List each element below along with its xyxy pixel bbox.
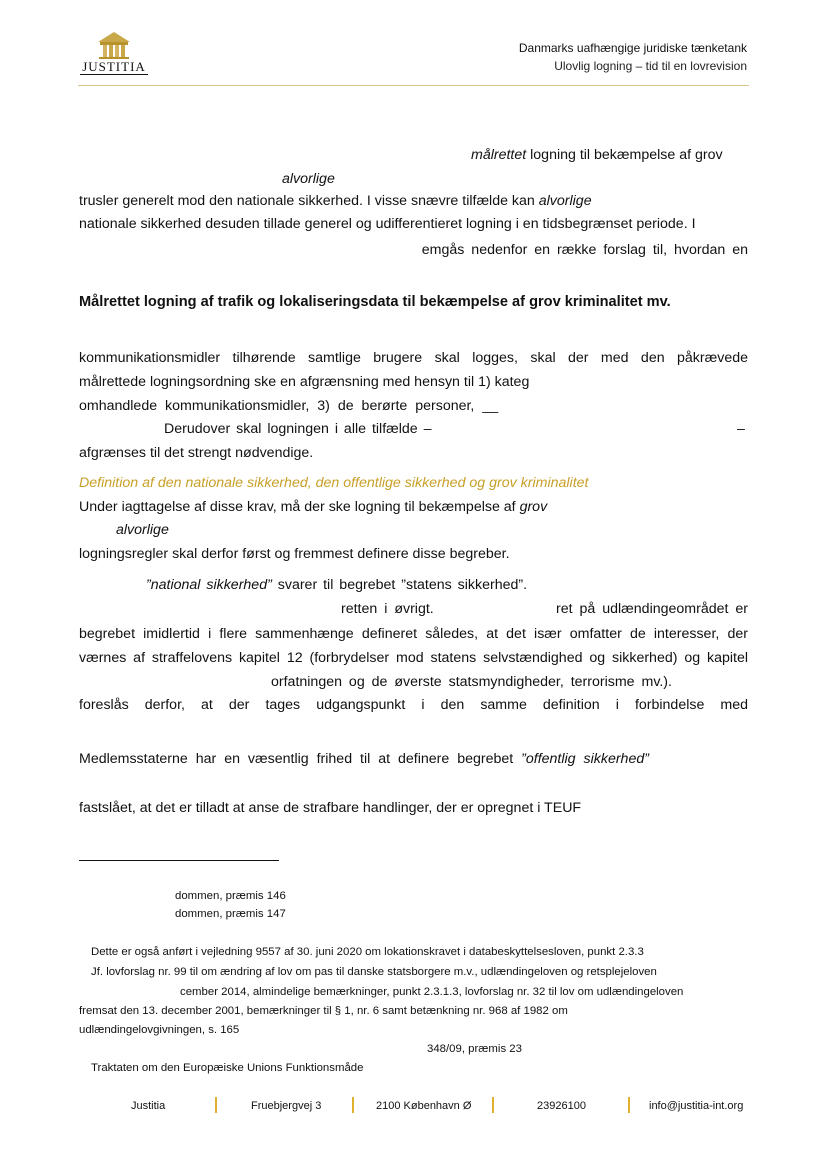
- body-line: omhandlede kommunikationsmidler, 3) de berørte personer, __: [79, 398, 499, 414]
- footer-name: Justitia: [131, 1100, 166, 1112]
- footnote: udlændingelovgivningen, s. 165: [79, 1024, 240, 1036]
- header-org: Danmarks uafhængige juridiske tænketank: [518, 41, 747, 55]
- footnote-rule: [79, 860, 279, 861]
- footnote: Jf. lovforslag nr. 99 til om ændring af lov om pas til danske statsborgere m.v., udlændingeloven og retsplejeloven: [91, 966, 657, 978]
- footnote: dommen, præmis 147: [175, 908, 286, 920]
- body-line: nationale sikkerhed desuden tillade generel og udifferentieret logning i en tidsbegrænset periode. I: [79, 216, 696, 232]
- body-line: [282, 171, 335, 187]
- footer-separator: [628, 1097, 630, 1113]
- header-rule: [78, 85, 749, 86]
- body-line: [471, 147, 723, 163]
- footer-separator: [492, 1097, 494, 1113]
- emphasis-text: ”offentlig sikkerhed”: [521, 751, 649, 767]
- body-line: foreslås derfor, at der tages udgangspunkt i den samme definition i forbindelse med: [79, 697, 748, 713]
- body-text: logning til bekæmpelse af grov: [526, 147, 723, 163]
- emphasis-text: grov: [519, 499, 548, 515]
- footnote: 348/09, præmis 23: [427, 1043, 522, 1055]
- body-text: svarer til begrebet ”statens sikkerhed”.: [271, 577, 528, 593]
- body-line: logningsregler skal derfor først og fremmest definere disse begreber.: [79, 546, 510, 562]
- footnote: fremsat den 13. december 2001, bemærkninger til § 1, nr. 6 samt betænkning nr. 968 af 1982 om: [79, 1005, 568, 1017]
- body-text: Under iagttagelse af disse krav, må der ske logning til bekæmpelse af: [79, 499, 520, 515]
- body-line: [116, 522, 169, 538]
- body-line: begrebet imidlertid i flere sammenhænge defineret således, at det især omfatter de interesser, der: [79, 626, 748, 642]
- body-line: målrettede logningsordning ske en afgrænsning med hensyn til 1) kateg: [79, 374, 530, 390]
- logo-underline: [80, 74, 148, 75]
- footer-email[interactable]: info@justitia-int.org: [649, 1100, 744, 1112]
- body-line: emgås nedenfor en række forslag til, hvordan en: [421, 242, 748, 258]
- justitia-logo: [78, 30, 150, 76]
- building-logo-icon: [78, 30, 150, 60]
- body-line: fastslået, at det er tilladt at anse de strafbare handlinger, der er opregnet i TEUF: [79, 800, 582, 816]
- footnote: Traktaten om den Europæiske Unions Funktionsmåde: [91, 1062, 364, 1074]
- footer-phone: 23926100: [537, 1100, 586, 1112]
- footer-city: 2100 København Ø: [376, 1100, 472, 1112]
- body-line: –: [737, 421, 745, 437]
- footer-separator: [352, 1097, 354, 1113]
- emphasis-text: alvorlige: [282, 171, 335, 187]
- footnote: Dette er også anført i vejledning 9557 af 30. juni 2020 om lokationskravet i databeskyttelsesloven, punkt 2.3.3: [91, 946, 644, 958]
- header-doc-title: Ulovlig logning – tid til en lovrevision: [554, 59, 747, 73]
- footer-street: Fruebjergvej 3: [251, 1100, 322, 1112]
- body-line: værnes af straffelovens kapitel 12 (forbrydelser mod statens selvstændighed og sikkerhed) og kapitel: [79, 650, 748, 666]
- footnote: cember 2014, almindelige bemærkninger, punkt 2.3.1.3, lovforslag nr. 32 til lov om udlændingeloven: [180, 986, 684, 998]
- footnote: dommen, præmis 146: [175, 890, 286, 902]
- footer-separator: [215, 1097, 217, 1113]
- body-line: kommunikationsmidler tilhørende samtlige brugere skal logges, skal der med den påkrævede: [79, 350, 748, 366]
- logo-wordmark: JUSTITIA: [82, 59, 146, 74]
- section-heading: Målrettet logning af trafik og lokaliseringsdata til bekæmpelse af grov kriminalitet mv.: [79, 294, 671, 310]
- emphasis-text: ”national sikkerhed”: [146, 577, 272, 593]
- emphasis-text: målrettet: [471, 147, 527, 163]
- body-text: trusler generelt mod den nationale sikkerhed. I visse snævre tilfælde kan: [79, 193, 539, 209]
- body-line: retten i øvrigt.: [341, 601, 434, 617]
- body-line: afgrænses til det strengt nødvendige.: [79, 445, 314, 461]
- body-line: orfatningen og de øverste statsmyndigheder, terrorisme mv.).: [271, 674, 672, 690]
- emphasis-text: alvorlige: [538, 193, 592, 209]
- body-line: Derudover skal logningen i alle tilfælde –: [164, 421, 432, 437]
- emphasis-text: alvorlige: [116, 522, 169, 538]
- body-line: [79, 193, 592, 209]
- body-text: Medlemsstaterne har en væsentlig frihed til at definere begrebet: [79, 751, 522, 767]
- body-line: [146, 577, 527, 593]
- body-line: [79, 751, 649, 767]
- body-line: ret på udlændingeområdet er: [556, 601, 748, 617]
- body-line: [79, 499, 547, 515]
- subsection-heading: Definition af den nationale sikkerhed, den offentlige sikkerhed og grov kriminalitet: [79, 475, 589, 491]
